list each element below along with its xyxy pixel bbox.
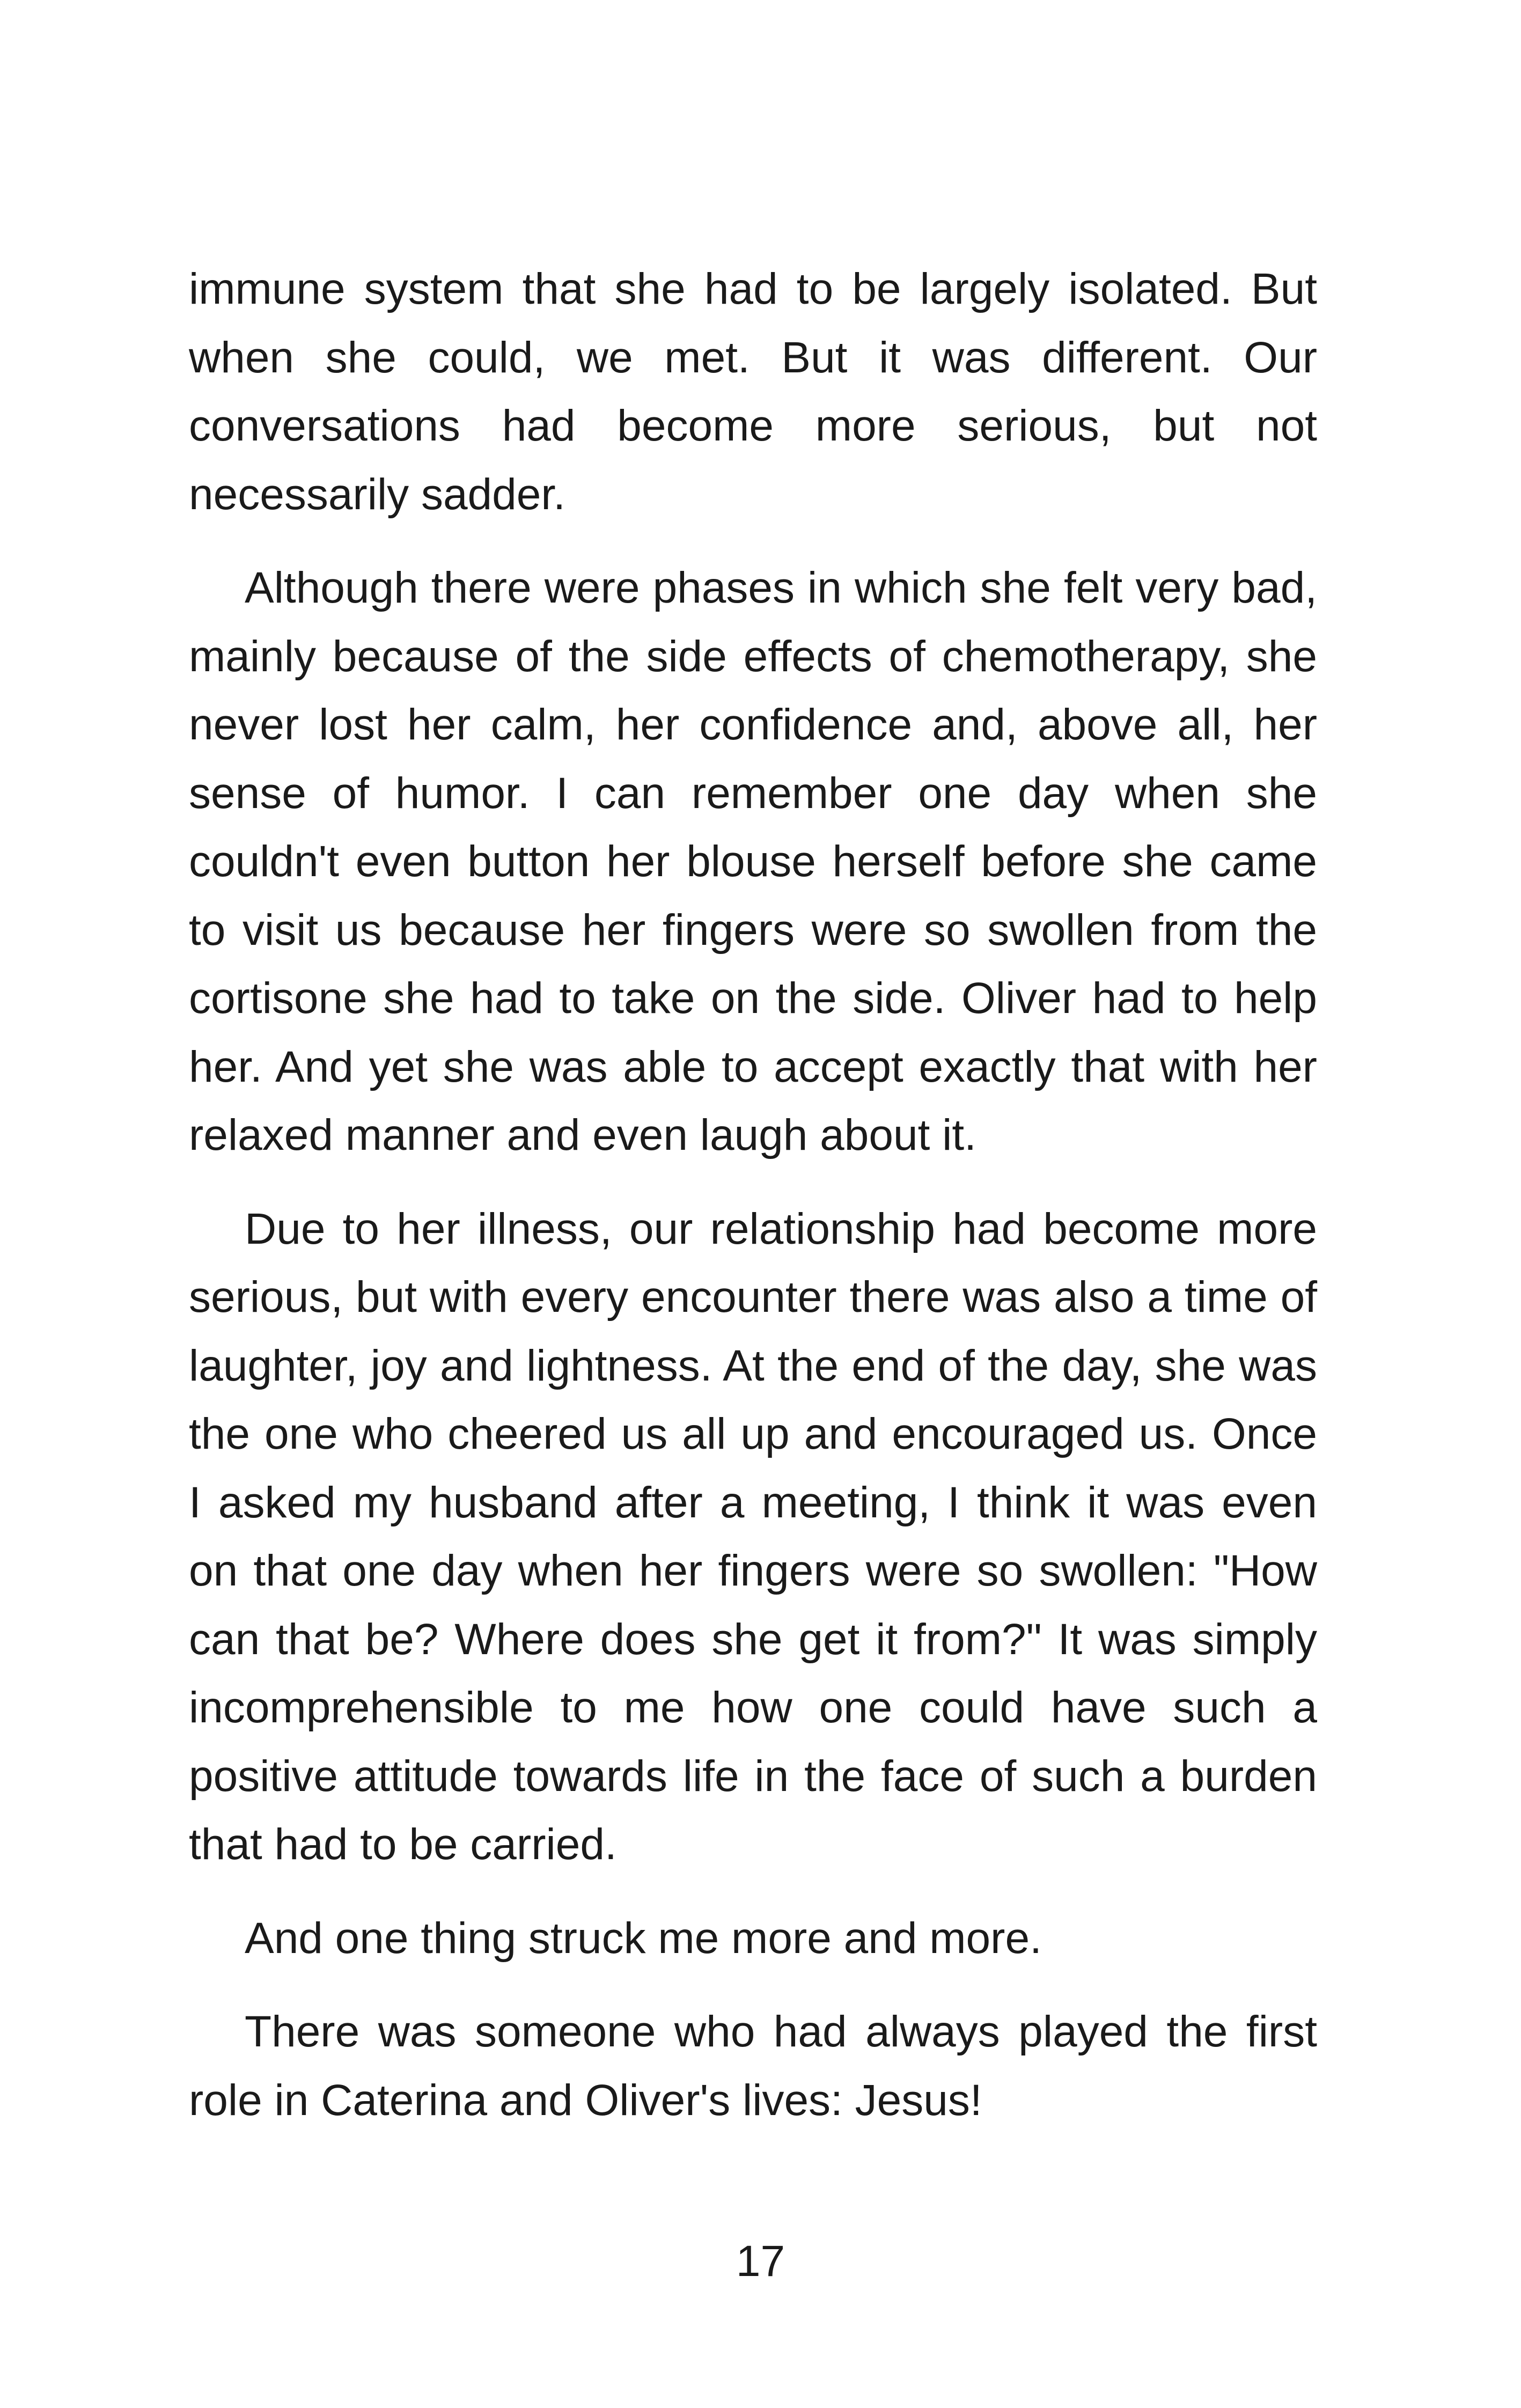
page-body <box>189 255 1317 2160</box>
page-number: 17 <box>736 2237 785 2286</box>
paragraph-continued: immune system that she had to be largely isolated. But when she could, we met. But it was different. Our conversations had become more serious, but not necessarily sadder. <box>189 265 1317 519</box>
paragraph: There was someone who had always played the first role in Caterina and Oliver's lives: Jesus! <box>189 2007 1317 2125</box>
paragraph: Although there were phases in which she felt very bad, mainly because of the side effects of chemotherapy, she never lost her calm, her confidence and, above all, her sense of humor. I can remember one day when she couldn't even button her blouse herself before she came to visit us because her fingers were so swollen from the cortisone she had to take on the side. Oliver had to help her. And yet she was able to accept exactly that with her relaxed manner and even laugh about it. <box>189 563 1317 1159</box>
paragraph: And one thing struck me more and more. <box>245 1913 1042 1963</box>
paragraph: Due to her illness, our relationship had become more serious, but with every encounter there was also a time of laughter, joy and lightness. At the end of the day, she was the one who cheered us all up and encouraged us. Once I asked my husband after a meeting, I think it was even on that one day when her fingers were so swollen: "How can that be? Where does she get it from?" It was simply incomprehensible to me how one could have such a positive attitude towards life in the face of such a burden that had to be carried. <box>189 1204 1317 1869</box>
